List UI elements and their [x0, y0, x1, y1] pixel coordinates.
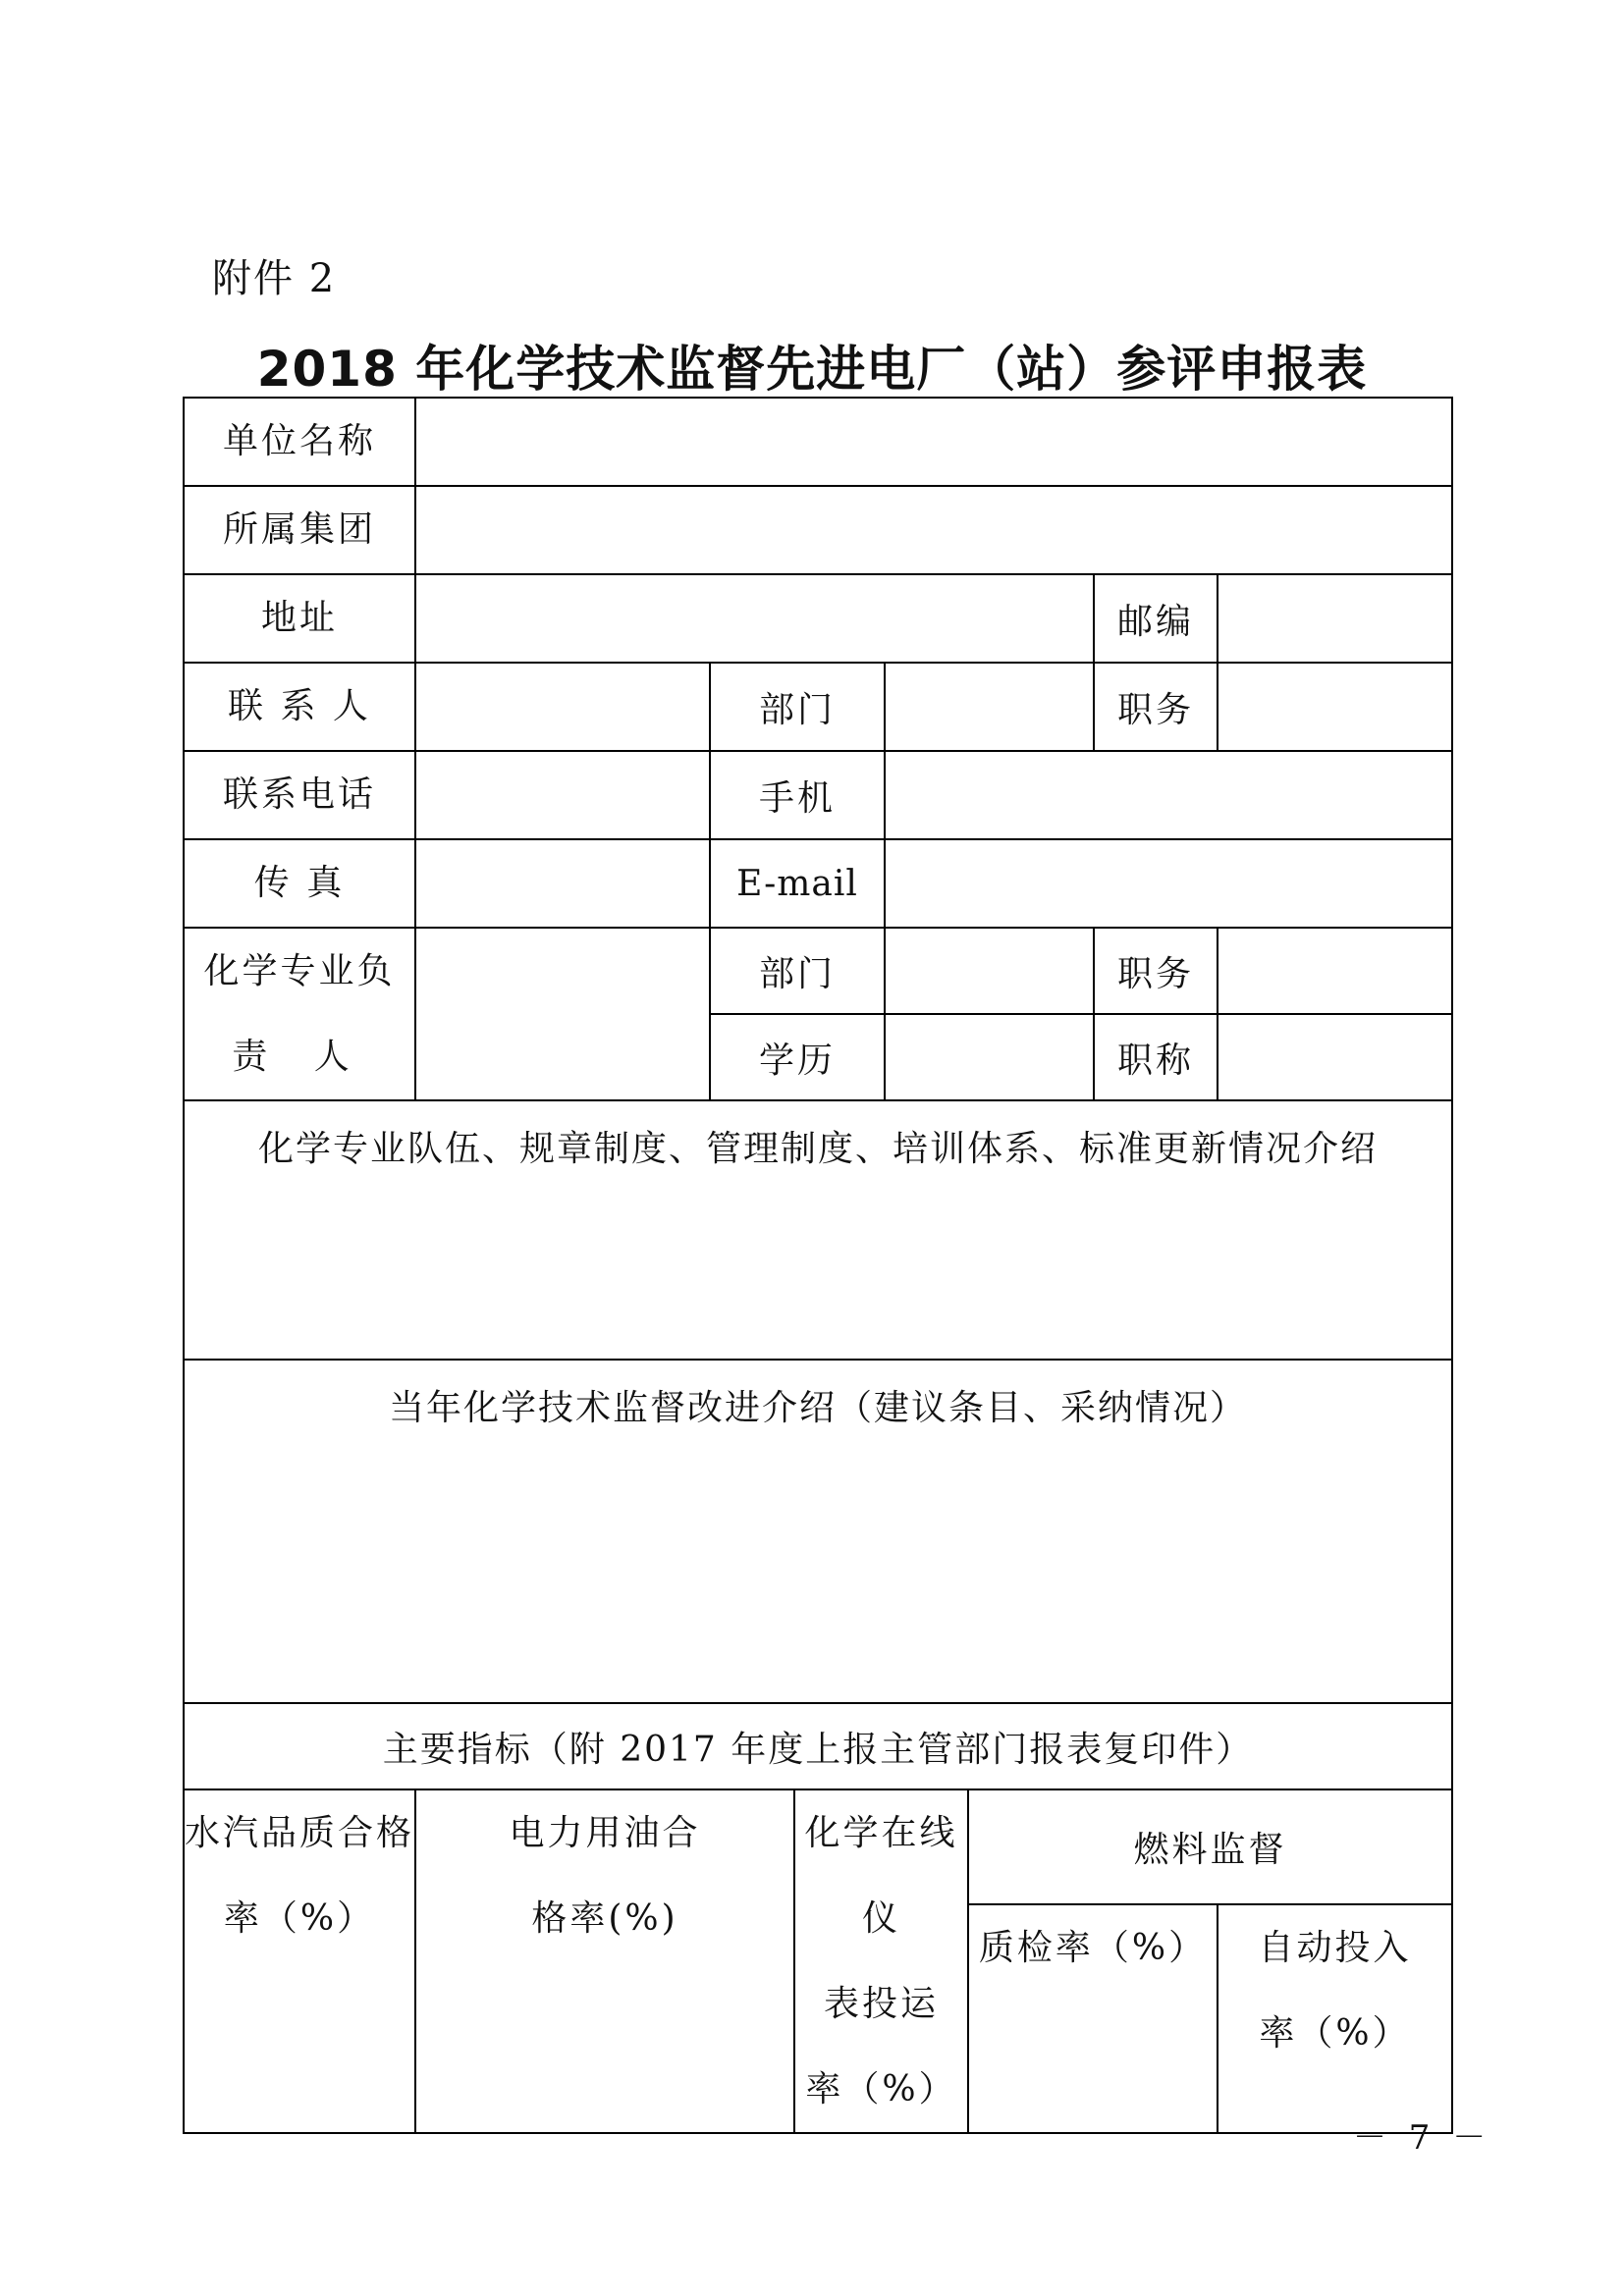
- unit-name-label: 单位名称: [184, 398, 415, 486]
- quality-check-indicator[interactable]: [968, 1904, 1218, 2133]
- chem-head-position-label: 职务: [1094, 928, 1218, 1014]
- contact-position-field[interactable]: [1218, 663, 1452, 751]
- chem-head-position-field[interactable]: [1218, 928, 1452, 1014]
- application-form-table: [183, 397, 1453, 2134]
- online-label-line2: 表投运: [823, 1984, 939, 2024]
- email-label: E-mail: [710, 839, 885, 928]
- auto-input-label-line1: 自动投入: [1258, 1927, 1412, 1968]
- postcode-label: 邮编: [1094, 574, 1218, 663]
- title-rank-label: 职称: [1094, 1014, 1218, 1100]
- fuel-supervision-label: 燃料监督: [968, 1789, 1452, 1904]
- chem-head-label: [184, 928, 415, 1100]
- phone-label: 联系电话: [184, 751, 415, 839]
- contact-position-label: 职务: [1094, 663, 1218, 751]
- attachment-label: 附件 2: [212, 256, 337, 301]
- title-rank-field[interactable]: [1218, 1014, 1452, 1100]
- group-label: 所属集团: [184, 486, 415, 574]
- address-label: 地址: [184, 574, 415, 663]
- contact-label: 联 系 人: [184, 663, 415, 751]
- improvement-section[interactable]: [184, 1360, 1452, 1703]
- email-field[interactable]: [885, 839, 1452, 928]
- phone-field[interactable]: [415, 751, 710, 839]
- water-steam-label-line1: 水汽品质合格: [185, 1813, 415, 1853]
- water-steam-label-line2: 率（%）: [223, 1898, 376, 1939]
- unit-name-field[interactable]: [415, 398, 1452, 486]
- chem-head-label-line2: 责 人: [232, 1037, 367, 1077]
- indicators-heading: 主要指标（附 2017 年度上报主管部门报表复印件）: [184, 1703, 1452, 1789]
- quality-check-label: 质检率（%）: [978, 1927, 1208, 1968]
- improvement-heading: 当年化学技术监督改进介绍（建议条目、采纳情况）: [389, 1388, 1248, 1428]
- oil-indicator[interactable]: [415, 1789, 794, 2133]
- mobile-label: 手机: [710, 751, 885, 839]
- fax-field[interactable]: [415, 839, 710, 928]
- online-label-line1: 化学在线仪: [804, 1813, 958, 1939]
- education-field[interactable]: [885, 1014, 1094, 1100]
- education-label: 学历: [710, 1014, 885, 1100]
- online-label-line3: 率（%）: [805, 2069, 957, 2109]
- water-steam-indicator[interactable]: [184, 1789, 415, 2133]
- chem-head-label-line1: 化学专业负: [203, 951, 396, 991]
- online-instrument-indicator[interactable]: [794, 1789, 968, 2133]
- auto-input-indicator[interactable]: [1218, 1904, 1452, 2133]
- team-intro-heading: 化学专业队伍、规章制度、管理制度、培训体系、标准更新情况介绍: [258, 1129, 1379, 1169]
- oil-label-line2: 格率(%): [531, 1898, 678, 1939]
- mobile-field[interactable]: [885, 751, 1452, 839]
- team-intro-section[interactable]: [184, 1100, 1452, 1360]
- group-field[interactable]: [415, 486, 1452, 574]
- form-title: 2018 年化学技术监督先进电厂（站）参评申报表: [256, 341, 1368, 398]
- contact-field[interactable]: [415, 663, 710, 751]
- address-field[interactable]: [415, 574, 1094, 663]
- auto-input-label-line2: 率（%）: [1259, 2012, 1411, 2054]
- chem-head-department-label: 部门: [710, 928, 885, 1014]
- page-number: － 7 －: [1353, 2118, 1492, 2158]
- oil-label-line1: 电力用油合: [509, 1813, 701, 1853]
- fax-label: 传 真: [184, 839, 415, 928]
- chem-head-field[interactable]: [415, 928, 710, 1100]
- postcode-field[interactable]: [1218, 574, 1452, 663]
- contact-department-label: 部门: [710, 663, 885, 751]
- chem-head-department-field[interactable]: [885, 928, 1094, 1014]
- contact-department-field[interactable]: [885, 663, 1094, 751]
